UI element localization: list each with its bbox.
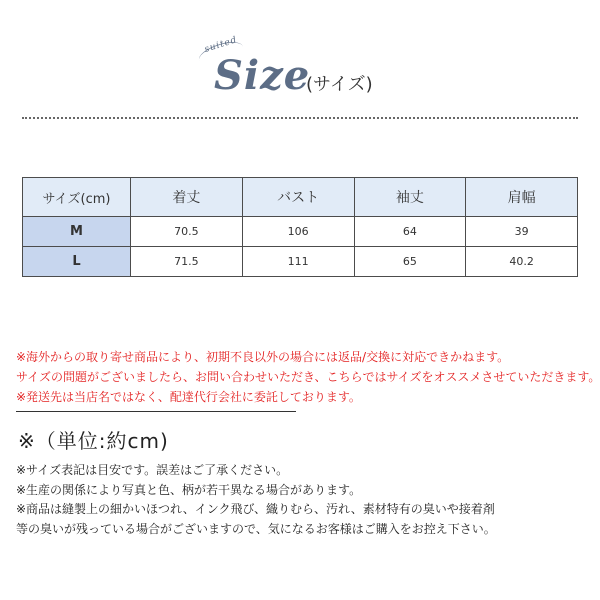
- table-cell: 111: [242, 247, 354, 277]
- logo-size-subtitle: (サイズ): [306, 74, 373, 95]
- logo-suited-text: suited: [203, 34, 239, 56]
- warning-notes: [16, 347, 600, 407]
- header-length: 着丈: [131, 178, 243, 217]
- header-sleeve: 袖丈: [354, 178, 466, 217]
- header-bust: バスト: [242, 178, 354, 217]
- row-label-l: L: [23, 247, 131, 277]
- table-header-row: [23, 178, 578, 217]
- info-note: 等の臭いが残っている場合がございますので、気になるお客様はご購入をお控え下さい。: [16, 521, 496, 536]
- header-size-cm: サイズ(cm): [23, 178, 131, 217]
- info-notes: [16, 461, 586, 539]
- row-label-m: M: [23, 217, 131, 247]
- size-logo: [198, 34, 398, 110]
- table-cell: 65: [354, 247, 466, 277]
- info-note: ※生産の関係により写真と色、柄が若干異なる場合があります。: [16, 482, 362, 497]
- table-row: [23, 217, 578, 247]
- logo-size-word: Size: [214, 52, 311, 99]
- notes-divider: [16, 411, 296, 412]
- table-row: [23, 247, 578, 277]
- table-cell: 71.5: [131, 247, 243, 277]
- header-shoulder: 肩幅: [466, 178, 578, 217]
- warning-note: サイズの問題がございましたら、お問い合わせいただき、こちらではサイズをオススメさせていただきます。: [16, 370, 600, 384]
- table-cell: 64: [354, 217, 466, 247]
- info-note: ※商品は縫製上の細かいほつれ、インク飛び、織りむら、汚れ、素材特有の臭いや接着剤: [16, 502, 495, 516]
- warning-note: ※発送先は当店名ではなく、配達代行会社に委託しております。: [16, 390, 361, 404]
- table-cell: 70.5: [131, 217, 243, 247]
- dotted-divider: [22, 117, 578, 119]
- table-cell: 106: [242, 217, 354, 247]
- unit-label: ※（単位:約cm): [18, 429, 169, 453]
- table-cell: 39: [466, 217, 578, 247]
- size-table: [22, 177, 578, 277]
- table-cell: 40.2: [466, 247, 578, 277]
- warning-note: ※海外からの取り寄せ商品により、初期不良以外の場合には返品/交換に対応できかねます。: [16, 350, 510, 364]
- info-note: ※サイズ表記は目安です。誤差はご了承ください。: [16, 463, 289, 477]
